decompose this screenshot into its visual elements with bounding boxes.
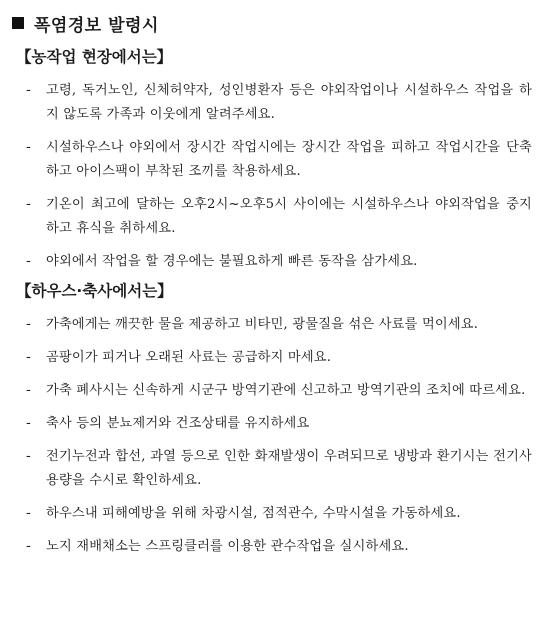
dash-bullet: - xyxy=(26,506,31,521)
square-bullet-icon xyxy=(12,17,24,29)
section-heading: 【하우스·축사에서는】 xyxy=(16,282,173,300)
dash-bullet: - xyxy=(26,350,31,365)
title-row xyxy=(12,10,159,36)
section-farm-site xyxy=(16,44,532,274)
page-title: 폭염경보 발령시 xyxy=(34,15,159,36)
dash-bullet: - xyxy=(26,317,31,332)
list-item: - 시설하우스나 야외에서 장시간 작업시에는 장시간 작업을 피하고 작업시간을 단축하고 아이스팩이 부착된 조끼를 착용하세요. xyxy=(16,136,532,184)
list-item: - 곰팡이가 피거나 오래된 사료는 공급하지 마세요. xyxy=(16,346,532,370)
dash-bullet: - xyxy=(26,449,31,464)
list-item: - 노지 재배채소는 스프링클러를 이용한 관수작업을 실시하세요. xyxy=(16,535,532,559)
list-item: - 가축에게는 깨끗한 물을 제공하고 비타민, 광물질을 섞은 사료를 먹이세요. xyxy=(16,313,532,337)
item-list xyxy=(16,79,532,274)
dash-bullet: - xyxy=(26,254,31,269)
dash-bullet: - xyxy=(26,539,31,554)
dash-bullet: - xyxy=(26,383,31,398)
list-item: - 하우스내 피해예방을 위해 차광시설, 점적관수, 수막시설을 가동하세요. xyxy=(16,502,532,526)
list-item: - 고령, 독거노인, 신체허약자, 성인병환자 등은 야외작업이나 시설하우스 작업을 하지 않도록 가족과 이웃에게 알려주세요. xyxy=(16,79,532,127)
dash-bullet: - xyxy=(26,197,31,212)
list-item: - 가축 폐사시는 신속하게 시군구 방역기관에 신고하고 방역기관의 조치에 따르세요. xyxy=(16,379,532,403)
list-item: - 축사 등의 분뇨제거와 건조상태를 유지하세요 xyxy=(16,412,532,436)
list-item: - 전기누전과 합선, 과열 등으로 인한 화재발생이 우려되므로 냉방과 환기시는 전기사용량을 수시로 확인하세요. xyxy=(16,445,532,493)
list-item: - 야외에서 작업을 할 경우에는 불필요하게 빠른 동작을 삼가세요. xyxy=(16,250,532,274)
section-house-barn xyxy=(16,278,532,559)
item-list xyxy=(16,313,532,559)
list-item: - 기온이 최고에 달하는 오후2시~오후5시 사이에는 시설하우스나 야외작업을 중지하고 휴식을 취하세요. xyxy=(16,193,532,241)
dash-bullet: - xyxy=(26,416,31,431)
section-heading: 【농작업 현장에서는】 xyxy=(16,48,173,66)
dash-bullet: - xyxy=(26,140,31,155)
dash-bullet: - xyxy=(26,83,31,98)
